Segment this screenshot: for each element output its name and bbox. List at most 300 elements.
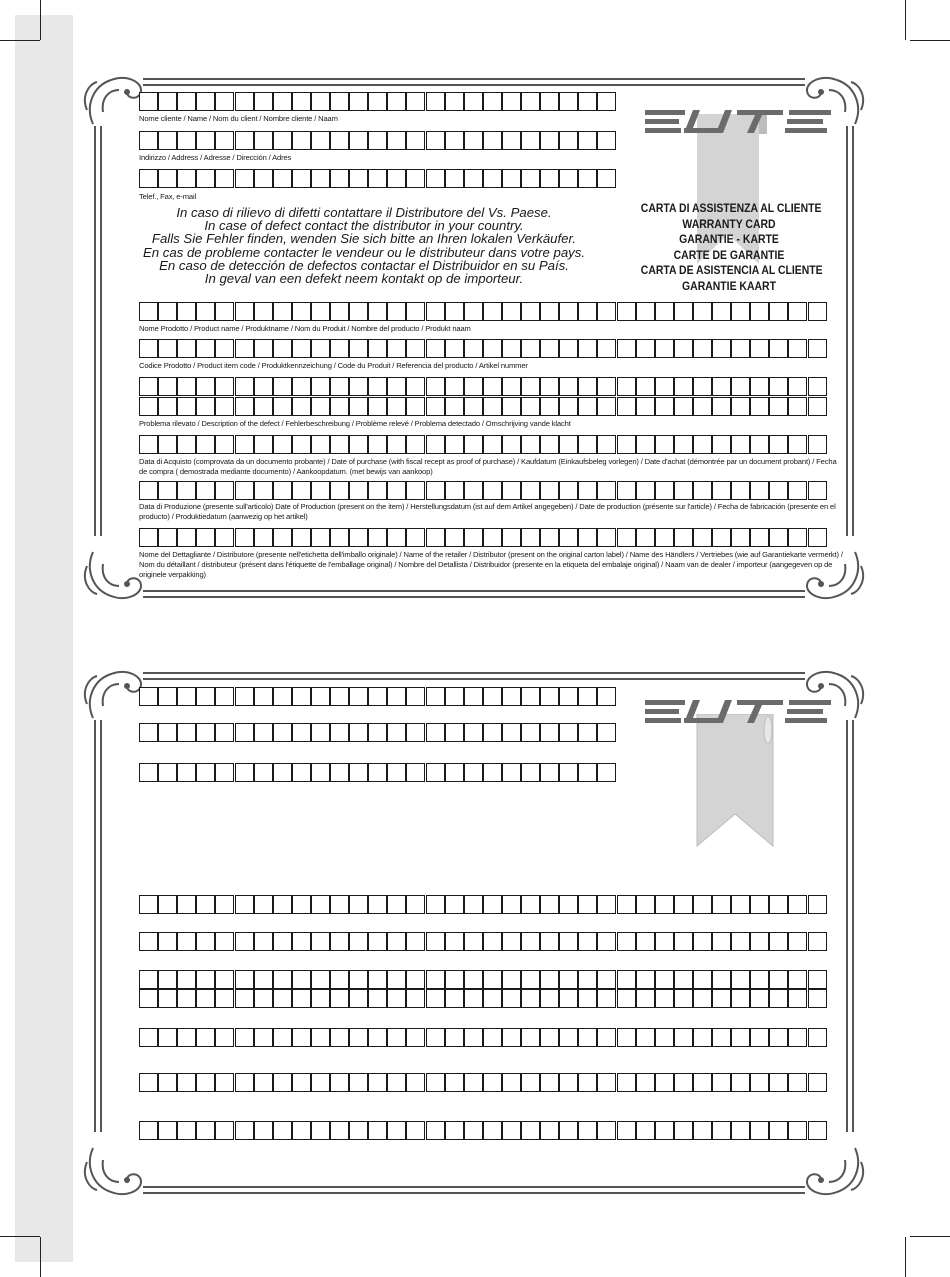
character-box[interactable]	[235, 1121, 254, 1140]
character-box[interactable]	[578, 763, 597, 782]
character-box[interactable]	[483, 687, 502, 706]
character-box[interactable]	[750, 1028, 769, 1047]
character-box[interactable]	[750, 481, 769, 500]
character-box[interactable]	[578, 131, 597, 150]
character-box[interactable]	[387, 481, 406, 500]
character-box[interactable]	[273, 481, 292, 500]
character-box[interactable]	[139, 970, 158, 989]
character-box[interactable]	[177, 397, 196, 416]
character-box[interactable]	[445, 687, 464, 706]
character-box[interactable]	[559, 92, 578, 111]
character-box[interactable]	[139, 377, 158, 396]
character-box[interactable]	[559, 932, 578, 951]
character-box[interactable]	[406, 989, 425, 1008]
character-box[interactable]	[292, 932, 311, 951]
character-box[interactable]	[158, 302, 177, 321]
character-box[interactable]	[273, 397, 292, 416]
character-box[interactable]	[464, 339, 483, 358]
character-box[interactable]	[196, 131, 215, 150]
character-box[interactable]	[387, 302, 406, 321]
character-box[interactable]	[693, 397, 712, 416]
character-box[interactable]	[559, 989, 578, 1008]
character-box[interactable]	[559, 302, 578, 321]
character-box[interactable]	[254, 932, 273, 951]
character-box[interactable]	[808, 397, 827, 416]
character-box[interactable]	[139, 481, 158, 500]
character-box[interactable]	[655, 302, 674, 321]
character-box[interactable]	[406, 397, 425, 416]
character-box[interactable]	[750, 302, 769, 321]
character-box[interactable]	[349, 339, 368, 358]
character-box[interactable]	[769, 895, 788, 914]
character-box[interactable]	[254, 970, 273, 989]
character-box[interactable]	[464, 302, 483, 321]
character-box[interactable]	[311, 339, 330, 358]
character-box[interactable]	[311, 723, 330, 742]
character-box[interactable]	[559, 970, 578, 989]
character-box[interactable]	[655, 397, 674, 416]
character-box[interactable]	[368, 481, 387, 500]
character-box[interactable]	[387, 92, 406, 111]
character-box[interactable]	[215, 302, 234, 321]
character-box[interactable]	[273, 528, 292, 547]
character-box[interactable]	[788, 1028, 807, 1047]
character-box[interactable]	[387, 339, 406, 358]
character-box[interactable]	[215, 763, 234, 782]
character-box[interactable]	[655, 435, 674, 454]
character-box[interactable]	[254, 989, 273, 1008]
character-box[interactable]	[158, 1028, 177, 1047]
character-box[interactable]	[693, 1121, 712, 1140]
character-box[interactable]	[330, 528, 349, 547]
character-box[interactable]	[311, 932, 330, 951]
character-box[interactable]	[330, 970, 349, 989]
character-box[interactable]	[597, 932, 616, 951]
character-box[interactable]	[406, 723, 425, 742]
character-box[interactable]	[788, 528, 807, 547]
character-box[interactable]	[674, 528, 693, 547]
character-box[interactable]	[693, 528, 712, 547]
character-box[interactable]	[387, 1073, 406, 1092]
character-box[interactable]	[464, 169, 483, 188]
character-box[interactable]	[292, 302, 311, 321]
character-box[interactable]	[750, 932, 769, 951]
back-boxes-row5[interactable]	[139, 932, 827, 951]
character-box[interactable]	[502, 1073, 521, 1092]
character-box[interactable]	[426, 435, 445, 454]
retailer-boxes[interactable]	[139, 528, 827, 547]
character-box[interactable]	[464, 989, 483, 1008]
character-box[interactable]	[483, 481, 502, 500]
character-box[interactable]	[597, 481, 616, 500]
character-box[interactable]	[674, 1073, 693, 1092]
character-box[interactable]	[158, 397, 177, 416]
character-box[interactable]	[196, 528, 215, 547]
character-box[interactable]	[483, 435, 502, 454]
character-box[interactable]	[464, 970, 483, 989]
character-box[interactable]	[426, 1028, 445, 1047]
character-box[interactable]	[808, 339, 827, 358]
character-box[interactable]	[731, 528, 750, 547]
character-box[interactable]	[636, 1121, 655, 1140]
character-box[interactable]	[215, 989, 234, 1008]
character-box[interactable]	[483, 397, 502, 416]
character-box[interactable]	[235, 687, 254, 706]
character-box[interactable]	[693, 1028, 712, 1047]
character-box[interactable]	[215, 970, 234, 989]
character-box[interactable]	[196, 1028, 215, 1047]
character-box[interactable]	[387, 131, 406, 150]
character-box[interactable]	[196, 435, 215, 454]
character-box[interactable]	[235, 1073, 254, 1092]
character-box[interactable]	[139, 1121, 158, 1140]
character-box[interactable]	[521, 989, 540, 1008]
character-box[interactable]	[273, 687, 292, 706]
character-box[interactable]	[254, 528, 273, 547]
character-box[interactable]	[617, 932, 636, 951]
character-box[interactable]	[349, 131, 368, 150]
character-box[interactable]	[196, 989, 215, 1008]
character-box[interactable]	[196, 895, 215, 914]
character-box[interactable]	[502, 723, 521, 742]
character-box[interactable]	[655, 339, 674, 358]
character-box[interactable]	[502, 528, 521, 547]
character-box[interactable]	[788, 895, 807, 914]
character-box[interactable]	[406, 763, 425, 782]
character-box[interactable]	[674, 302, 693, 321]
character-box[interactable]	[139, 339, 158, 358]
character-box[interactable]	[349, 970, 368, 989]
character-box[interactable]	[750, 377, 769, 396]
character-box[interactable]	[750, 435, 769, 454]
character-box[interactable]	[559, 1028, 578, 1047]
character-box[interactable]	[521, 763, 540, 782]
character-box[interactable]	[597, 169, 616, 188]
character-box[interactable]	[311, 1073, 330, 1092]
character-box[interactable]	[177, 131, 196, 150]
character-box[interactable]	[636, 377, 655, 396]
character-box[interactable]	[750, 397, 769, 416]
character-box[interactable]	[311, 1028, 330, 1047]
character-box[interactable]	[254, 377, 273, 396]
character-box[interactable]	[235, 92, 254, 111]
character-box[interactable]	[464, 397, 483, 416]
character-box[interactable]	[177, 932, 196, 951]
character-box[interactable]	[540, 723, 559, 742]
address-boxes[interactable]	[139, 131, 617, 150]
character-box[interactable]	[521, 687, 540, 706]
character-box[interactable]	[693, 302, 712, 321]
character-box[interactable]	[636, 397, 655, 416]
character-box[interactable]	[177, 989, 196, 1008]
character-box[interactable]	[273, 1073, 292, 1092]
character-box[interactable]	[712, 339, 731, 358]
character-box[interactable]	[483, 92, 502, 111]
character-box[interactable]	[235, 895, 254, 914]
character-box[interactable]	[578, 989, 597, 1008]
character-box[interactable]	[636, 895, 655, 914]
character-box[interactable]	[387, 397, 406, 416]
back-boxes-row8[interactable]	[139, 1028, 827, 1047]
character-box[interactable]	[521, 377, 540, 396]
character-box[interactable]	[311, 131, 330, 150]
character-box[interactable]	[521, 92, 540, 111]
character-box[interactable]	[426, 397, 445, 416]
character-box[interactable]	[808, 1073, 827, 1092]
character-box[interactable]	[464, 435, 483, 454]
character-box[interactable]	[731, 932, 750, 951]
character-box[interactable]	[808, 970, 827, 989]
character-box[interactable]	[273, 169, 292, 188]
character-box[interactable]	[788, 302, 807, 321]
character-box[interactable]	[483, 377, 502, 396]
character-box[interactable]	[731, 397, 750, 416]
character-box[interactable]	[387, 895, 406, 914]
character-box[interactable]	[235, 435, 254, 454]
back-boxes-row9[interactable]	[139, 1073, 827, 1092]
character-box[interactable]	[712, 528, 731, 547]
character-box[interactable]	[559, 131, 578, 150]
character-box[interactable]	[139, 1028, 158, 1047]
back-boxes-row6[interactable]	[139, 970, 827, 989]
character-box[interactable]	[158, 377, 177, 396]
character-box[interactable]	[617, 528, 636, 547]
character-box[interactable]	[712, 1121, 731, 1140]
character-box[interactable]	[445, 481, 464, 500]
character-box[interactable]	[617, 435, 636, 454]
character-box[interactable]	[349, 397, 368, 416]
character-box[interactable]	[139, 687, 158, 706]
character-box[interactable]	[464, 1073, 483, 1092]
character-box[interactable]	[502, 481, 521, 500]
character-box[interactable]	[769, 1121, 788, 1140]
character-box[interactable]	[769, 481, 788, 500]
character-box[interactable]	[674, 397, 693, 416]
character-box[interactable]	[177, 339, 196, 358]
character-box[interactable]	[808, 435, 827, 454]
character-box[interactable]	[597, 1121, 616, 1140]
character-box[interactable]	[769, 339, 788, 358]
character-box[interactable]	[330, 1028, 349, 1047]
character-box[interactable]	[597, 1028, 616, 1047]
character-box[interactable]	[788, 989, 807, 1008]
character-box[interactable]	[578, 932, 597, 951]
character-box[interactable]	[731, 481, 750, 500]
character-box[interactable]	[311, 989, 330, 1008]
character-box[interactable]	[158, 895, 177, 914]
character-box[interactable]	[196, 723, 215, 742]
character-box[interactable]	[235, 339, 254, 358]
character-box[interactable]	[368, 528, 387, 547]
character-box[interactable]	[349, 895, 368, 914]
character-box[interactable]	[445, 1073, 464, 1092]
character-box[interactable]	[502, 970, 521, 989]
character-box[interactable]	[540, 1073, 559, 1092]
character-box[interactable]	[254, 169, 273, 188]
character-box[interactable]	[674, 339, 693, 358]
character-box[interactable]	[139, 763, 158, 782]
character-box[interactable]	[273, 1028, 292, 1047]
character-box[interactable]	[502, 131, 521, 150]
character-box[interactable]	[521, 169, 540, 188]
character-box[interactable]	[502, 169, 521, 188]
character-box[interactable]	[464, 131, 483, 150]
character-box[interactable]	[177, 377, 196, 396]
character-box[interactable]	[693, 989, 712, 1008]
character-box[interactable]	[674, 435, 693, 454]
character-box[interactable]	[788, 397, 807, 416]
character-box[interactable]	[215, 92, 234, 111]
character-box[interactable]	[387, 169, 406, 188]
character-box[interactable]	[769, 397, 788, 416]
character-box[interactable]	[464, 763, 483, 782]
character-box[interactable]	[674, 1028, 693, 1047]
character-box[interactable]	[521, 302, 540, 321]
character-box[interactable]	[445, 92, 464, 111]
character-box[interactable]	[540, 481, 559, 500]
character-box[interactable]	[521, 435, 540, 454]
character-box[interactable]	[139, 989, 158, 1008]
character-box[interactable]	[540, 92, 559, 111]
character-box[interactable]	[235, 989, 254, 1008]
character-box[interactable]	[368, 1121, 387, 1140]
character-box[interactable]	[292, 339, 311, 358]
character-box[interactable]	[578, 435, 597, 454]
character-box[interactable]	[521, 397, 540, 416]
character-box[interactable]	[406, 528, 425, 547]
character-box[interactable]	[502, 1121, 521, 1140]
character-box[interactable]	[712, 397, 731, 416]
phone-fax-email-boxes[interactable]	[139, 169, 617, 188]
character-box[interactable]	[483, 1073, 502, 1092]
character-box[interactable]	[349, 1073, 368, 1092]
character-box[interactable]	[330, 1121, 349, 1140]
character-box[interactable]	[521, 481, 540, 500]
character-box[interactable]	[273, 302, 292, 321]
character-box[interactable]	[674, 989, 693, 1008]
character-box[interactable]	[292, 1073, 311, 1092]
character-box[interactable]	[177, 435, 196, 454]
character-box[interactable]	[636, 932, 655, 951]
character-box[interactable]	[540, 169, 559, 188]
character-box[interactable]	[387, 970, 406, 989]
character-box[interactable]	[445, 377, 464, 396]
character-box[interactable]	[349, 1121, 368, 1140]
character-box[interactable]	[387, 1028, 406, 1047]
character-box[interactable]	[693, 932, 712, 951]
character-box[interactable]	[235, 763, 254, 782]
character-box[interactable]	[502, 435, 521, 454]
character-box[interactable]	[693, 1073, 712, 1092]
character-box[interactable]	[445, 1121, 464, 1140]
character-box[interactable]	[349, 377, 368, 396]
character-box[interactable]	[655, 989, 674, 1008]
character-box[interactable]	[445, 169, 464, 188]
character-box[interactable]	[139, 92, 158, 111]
character-box[interactable]	[483, 932, 502, 951]
character-box[interactable]	[177, 723, 196, 742]
character-box[interactable]	[712, 932, 731, 951]
character-box[interactable]	[769, 377, 788, 396]
character-box[interactable]	[330, 1073, 349, 1092]
character-box[interactable]	[330, 169, 349, 188]
character-box[interactable]	[788, 1073, 807, 1092]
character-box[interactable]	[368, 723, 387, 742]
character-box[interactable]	[177, 528, 196, 547]
character-box[interactable]	[368, 302, 387, 321]
character-box[interactable]	[406, 131, 425, 150]
character-box[interactable]	[292, 970, 311, 989]
character-box[interactable]	[636, 435, 655, 454]
character-box[interactable]	[311, 763, 330, 782]
character-box[interactable]	[808, 302, 827, 321]
character-box[interactable]	[215, 932, 234, 951]
character-box[interactable]	[139, 528, 158, 547]
character-box[interactable]	[406, 302, 425, 321]
character-box[interactable]	[808, 1028, 827, 1047]
character-box[interactable]	[483, 970, 502, 989]
character-box[interactable]	[406, 932, 425, 951]
character-box[interactable]	[273, 763, 292, 782]
character-box[interactable]	[578, 528, 597, 547]
character-box[interactable]	[540, 895, 559, 914]
character-box[interactable]	[387, 989, 406, 1008]
character-box[interactable]	[655, 970, 674, 989]
character-box[interactable]	[368, 763, 387, 782]
character-box[interactable]	[502, 339, 521, 358]
character-box[interactable]	[139, 302, 158, 321]
back-boxes-row7[interactable]	[139, 989, 827, 1008]
character-box[interactable]	[731, 377, 750, 396]
character-box[interactable]	[292, 1121, 311, 1140]
character-box[interactable]	[712, 895, 731, 914]
character-box[interactable]	[636, 528, 655, 547]
character-box[interactable]	[617, 1028, 636, 1047]
character-box[interactable]	[540, 763, 559, 782]
character-box[interactable]	[674, 1121, 693, 1140]
character-box[interactable]	[196, 932, 215, 951]
character-box[interactable]	[712, 989, 731, 1008]
character-box[interactable]	[769, 932, 788, 951]
character-box[interactable]	[273, 723, 292, 742]
character-box[interactable]	[349, 687, 368, 706]
character-box[interactable]	[254, 397, 273, 416]
character-box[interactable]	[521, 1028, 540, 1047]
character-box[interactable]	[445, 302, 464, 321]
character-box[interactable]	[636, 481, 655, 500]
character-box[interactable]	[330, 435, 349, 454]
character-box[interactable]	[292, 131, 311, 150]
character-box[interactable]	[311, 377, 330, 396]
character-box[interactable]	[578, 339, 597, 358]
character-box[interactable]	[292, 481, 311, 500]
character-box[interactable]	[559, 339, 578, 358]
character-box[interactable]	[368, 339, 387, 358]
character-box[interactable]	[426, 687, 445, 706]
character-box[interactable]	[273, 377, 292, 396]
character-box[interactable]	[349, 302, 368, 321]
character-box[interactable]	[597, 397, 616, 416]
character-box[interactable]	[769, 1028, 788, 1047]
character-box[interactable]	[311, 528, 330, 547]
character-box[interactable]	[445, 131, 464, 150]
character-box[interactable]	[540, 377, 559, 396]
character-box[interactable]	[215, 481, 234, 500]
character-box[interactable]	[693, 970, 712, 989]
character-box[interactable]	[540, 687, 559, 706]
character-box[interactable]	[158, 723, 177, 742]
character-box[interactable]	[483, 1121, 502, 1140]
